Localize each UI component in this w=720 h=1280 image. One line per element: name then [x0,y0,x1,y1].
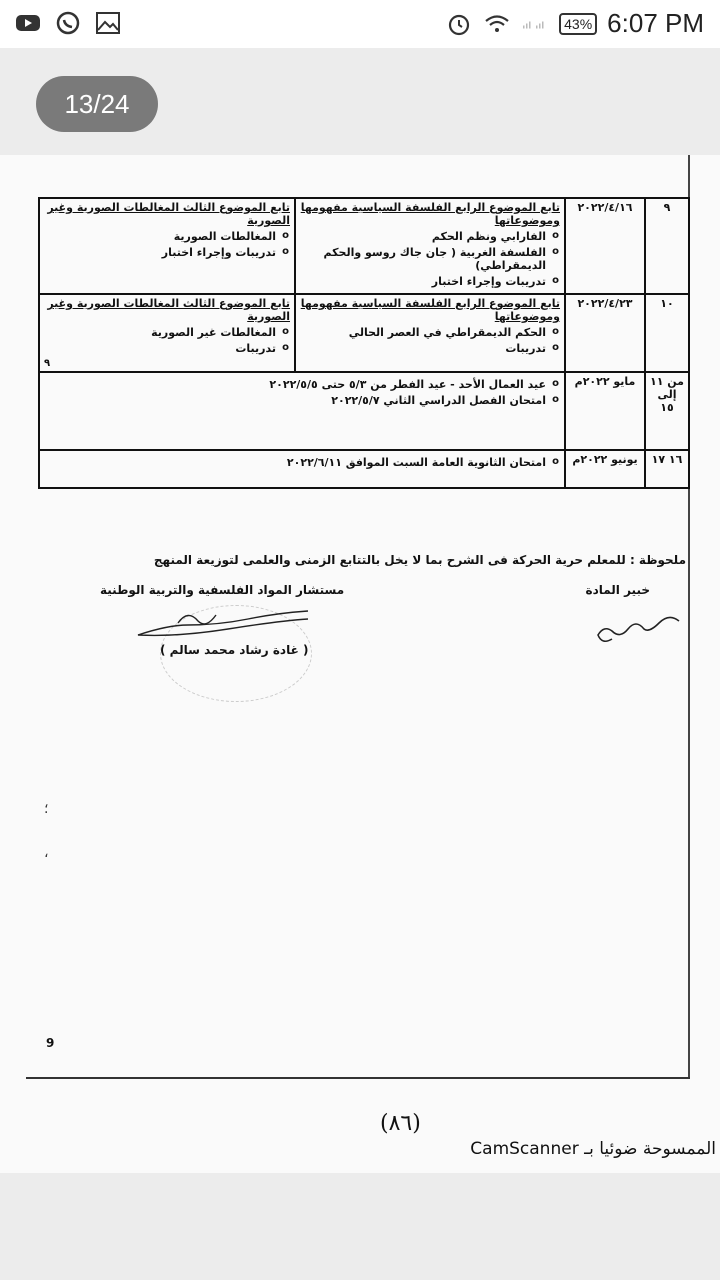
wifi-icon [483,11,511,37]
table-row [39,372,689,450]
topic-heading: تابع الموضوع الثالث المغالطات الصورية وغير الصورية [47,297,290,323]
week-date: ٢٠٢٢/٤/٢٣ [565,294,645,372]
list-item: o امتحان الثانوية العامة السبت الموافق ٢٠٢٢/٦/١١ [44,456,546,469]
margin-mark: ؛ [44,801,49,817]
status-bar [0,0,720,48]
margin-mark: ٩ [44,358,51,369]
advisor-title: مستشار المواد الفلسفية والتربية الوطنية [100,583,345,597]
page-number: 9 [46,1036,55,1050]
list-item: o الفلسفة الغربية ( جان جاك روسو والحكم الديمقراطي) [300,246,546,272]
table-row [39,198,689,294]
document-page[interactable] [0,155,720,1173]
gallery-icon [94,10,122,36]
handwritten-page-number: (٨٦) [380,1111,421,1136]
schedule-table [38,197,690,489]
status-right [445,8,704,39]
week-number: من ١١ إلى ١٥ [645,372,689,450]
page-indicator: 13/24 [36,76,158,132]
week-number: ٩ [645,198,689,294]
expert-title: خبير المادة [585,583,650,597]
advisor-signature [118,603,318,643]
list-item: o امتحان الفصل الدراسي الثاني ٢٠٢٢/٥/٧ [44,394,546,407]
event-cell [39,372,565,450]
list-item: o تدريبات وإجراء اختبار [300,275,546,288]
week-date: ٢٠٢٢/٤/١٦ [565,198,645,294]
topic-heading: تابع الموضوع الرابع الفلسفة السياسية مفهومها وموضوعاتها [300,201,560,227]
alarm-icon [445,11,473,37]
list-item: o تدريبات [44,342,276,355]
advisor-name: ( غادة رشاد محمد سالم ) [160,643,309,657]
list-item: o الحكم الديمقراطي في العصر الحالي [300,326,546,339]
subject-b-cell [39,294,295,372]
youtube-icon [14,10,42,36]
table-row [39,294,689,372]
week-number: ١٠ [645,294,689,372]
week-number: ١٦ ١٧ [645,450,689,488]
week-date: يونيو ٢٠٢٢م [565,450,645,488]
clock: 6:07 PM [607,8,704,38]
signal-icon [521,11,549,37]
list-item: o الفارابي ونظم الحكم [300,230,546,243]
list-item: o تدريبات وإجراء اختبار [44,246,276,259]
week-date: مايو ٢٠٢٢م [565,372,645,450]
list-item: o المغالطات الصورية [44,230,276,243]
margin-mark: ، [44,845,49,861]
expert-signature [594,607,684,647]
topic-heading: تابع الموضوع الثالث المغالطات الصورية وغير الصورية [47,201,290,227]
battery-indicator: 43% [559,13,597,35]
subject-b-cell [39,198,295,294]
list-item: o تدريبات [300,342,546,355]
list-item: o عيد العمال الأحد - عيد الفطر من ٥/٣ حتى ٢٠٢٢/٥/٥ [44,378,546,391]
table-row [39,450,689,488]
event-cell [39,450,565,488]
subject-a-cell [295,198,565,294]
list-item: o المغالطات غير الصورية [44,326,276,339]
status-left-icons [14,10,122,36]
topic-heading: تابع الموضوع الرابع الفلسفة السياسية مفهومها وموضوعاتها [300,297,560,323]
whatsapp-icon [54,10,82,36]
note-text: ملحوظة : للمعلم حرية الحركة فى الشرح بما لا يخل بالتتابع الزمنى والعلمى لتوزيعة المنهج [153,553,686,567]
subject-a-cell [295,294,565,372]
scanner-watermark: الممسوحة ضوئيا بـ CamScanner [470,1139,716,1159]
page-border-bottom [26,1077,690,1079]
